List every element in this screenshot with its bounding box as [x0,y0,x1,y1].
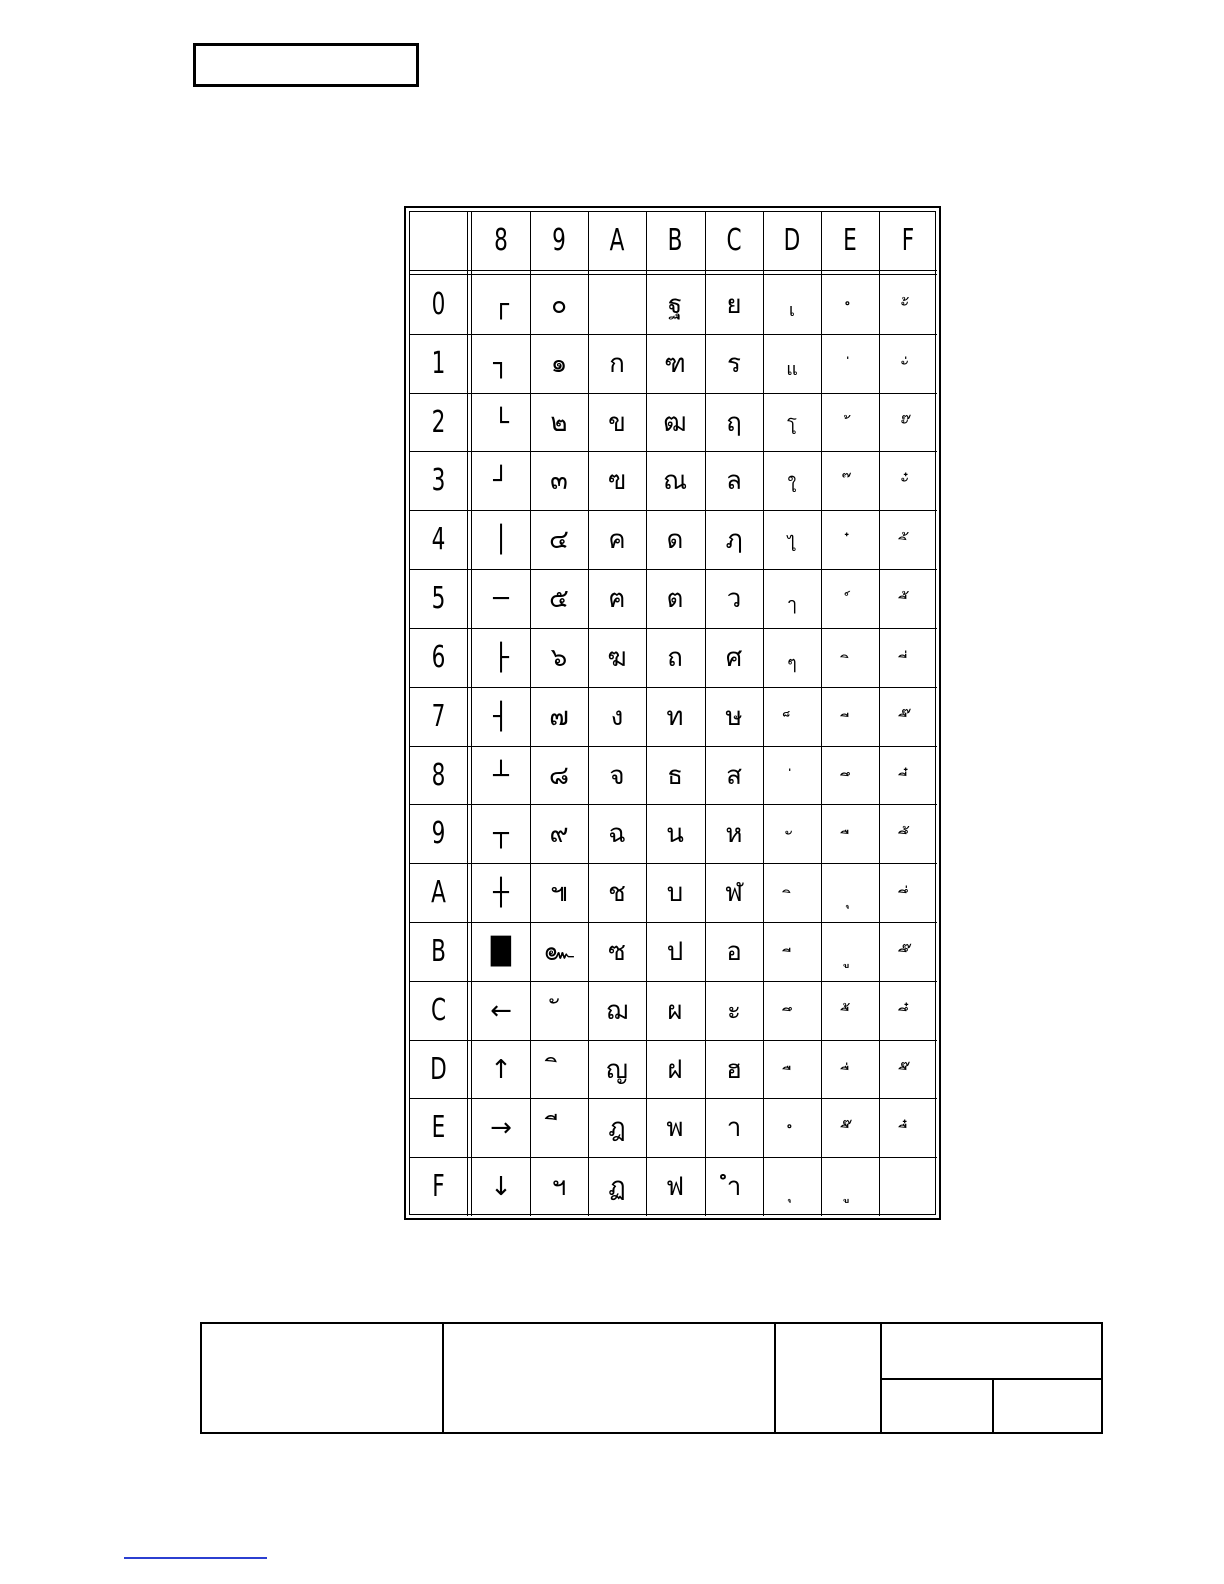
character-cell: ฯ [551,1171,567,1202]
character-cell: ว [726,583,742,614]
character-cell: ๑ [550,348,568,379]
character-cell [879,569,937,628]
character-cell [821,393,879,452]
character-cell: ถ [667,642,683,673]
character-cell [821,1098,879,1157]
character-cell: ง [610,701,624,732]
character-cell: ๆ [787,652,797,674]
character-cell: ล [726,465,742,496]
character-cell: ๔ [549,524,569,555]
character-cell [879,393,937,452]
character-cell [879,981,937,1040]
character-cell [530,1098,588,1157]
character-cell [879,275,937,334]
row-header: F [432,1168,445,1204]
character-cell: ↑ [490,1054,512,1085]
character-cell: ๚ [550,877,568,908]
character-cell [821,628,879,687]
character-cell [763,804,821,863]
row-header: B [431,933,446,969]
character-cell [763,1040,821,1099]
grid-separator [410,270,937,271]
character-cell [821,510,879,569]
row-header: 0 [431,286,446,322]
title-block-divider [774,1324,776,1432]
character-cell: ฌ [605,995,629,1026]
row-header: 1 [431,345,446,381]
character-cell: ๗ [549,701,569,732]
character-cell: ┤ [493,701,509,732]
character-cell: ผ [667,995,683,1026]
character-cell: น [666,818,684,849]
character-cell: ห [725,818,743,849]
character-cell: → [490,1112,512,1143]
character-cell: ← [490,995,512,1026]
character-cell: └ [493,407,509,438]
title-block-divider [442,1324,444,1432]
character-cell: ฅ [608,583,626,614]
character-cell: ฎ [608,1112,626,1143]
character-cell: ┬ [493,818,509,849]
character-cell: ๘ [548,760,570,791]
character-cell [821,922,879,981]
character-cell: ณ [662,465,688,496]
row-header: C [430,992,447,1028]
character-cell: ├ [493,642,509,673]
character-cell: ๕ [549,583,569,614]
character-cell: ำ [726,1171,742,1202]
character-cell: ๛ [543,936,575,967]
character-cell: ฬ [725,877,743,908]
character-cell [879,1157,937,1216]
column-header: 9 [552,223,566,258]
character-cell: ป [666,936,684,967]
character-cell: │ [493,524,509,555]
character-cell: ฐ [667,289,683,320]
character-cell: ฑ [664,348,686,379]
column-header: C [726,223,742,258]
character-cell [763,922,821,981]
character-cell [821,981,879,1040]
grid-separator [467,212,468,1216]
character-cell: ฟ [665,1171,685,1202]
row-header: A [431,874,446,910]
character-cell: ฃ [607,465,627,496]
character-cell [821,1157,879,1216]
character-cell: ใ [787,475,797,497]
character-cell: ฤ [726,407,742,438]
character-cell: ┌ [493,289,509,320]
character-cell [763,746,821,805]
character-cell [763,1157,821,1216]
row-header: 5 [431,580,446,616]
character-cell: ─ [493,583,509,614]
header-label-box [193,43,419,87]
character-cell: ช [608,877,626,908]
character-cell: ๒ [550,407,568,438]
character-cell: ญ [605,1054,629,1085]
character-cell [821,569,879,628]
character-cell: ค [608,524,626,555]
character-cell [879,451,937,510]
character-cell [821,275,879,334]
character-cell [879,687,937,746]
character-cell: เ [788,299,796,321]
row-header: D [430,1051,447,1087]
character-cell: พ [666,1112,684,1143]
title-block-divider [992,1378,994,1432]
character-cell: ษ [725,701,743,732]
column-header: B [667,223,683,258]
character-cell [821,746,879,805]
character-code-grid [409,211,936,1215]
row-header: 6 [431,639,446,675]
character-cell: า [726,1112,742,1143]
character-cell: ๐ [551,289,567,320]
character-cell: โ [787,417,797,439]
character-code-table [404,206,941,1220]
row-header: 8 [431,757,446,793]
character-cell [879,922,937,981]
character-cell [879,1098,937,1157]
character-cell: ฦ [725,524,743,555]
character-cell [879,628,937,687]
character-cell [879,334,937,393]
character-cell: ┼ [493,877,509,908]
character-cell: ย [726,289,742,320]
character-cell: ไ [787,534,797,556]
character-cell [821,804,879,863]
character-cell: ฏ [608,1171,626,1202]
character-cell: ด [666,524,684,555]
page-link-underline[interactable] [124,1557,267,1559]
character-cell: ฝ [667,1054,683,1085]
character-cell: ร [727,348,741,379]
character-cell [821,863,879,922]
title-block-row-divider [880,1378,1101,1380]
character-cell: ฮ [726,1054,742,1085]
character-cell [763,687,821,746]
character-cell [821,1040,879,1099]
character-cell [879,746,937,805]
row-header: 3 [431,462,446,498]
character-cell: ๖ [550,642,568,673]
character-cell: ┐ [493,348,509,379]
character-cell: ↓ [490,1171,512,1202]
character-cell: ส [726,760,742,791]
row-header: E [431,1109,446,1145]
character-cell [879,804,937,863]
character-cell [763,863,821,922]
character-cell: ข [608,407,626,438]
row-header: 7 [431,698,446,734]
character-cell: ฒ [663,407,687,438]
character-cell: ┘ [493,465,509,496]
character-cell [879,1040,937,1099]
column-header: A [609,223,625,258]
character-cell: ฆ [607,642,627,673]
character-cell: ท [666,701,684,732]
column-header: 8 [494,223,508,258]
character-cell [879,863,937,922]
character-cell [879,510,937,569]
character-cell: ๙ [549,818,569,849]
character-cell [530,981,588,1040]
character-cell: ก [609,348,625,379]
character-cell: บ [666,877,684,908]
character-cell [821,451,879,510]
character-cell: ศ [725,642,743,673]
character-cell: ต [666,583,684,614]
character-cell: จ [609,760,625,791]
character-cell: █ [491,936,511,967]
character-cell: ๓ [550,465,568,496]
character-cell: อ [726,936,742,967]
character-cell [821,334,879,393]
row-header: 9 [431,815,446,851]
character-cell: แ [786,358,798,380]
character-cell [821,687,879,746]
character-cell [763,1098,821,1157]
character-cell [588,275,646,334]
character-cell: ┴ [493,760,509,791]
column-header: E [843,223,857,258]
character-cell [530,1040,588,1099]
title-block [200,1322,1103,1434]
character-cell: ธ [667,760,683,791]
row-header: 2 [431,404,446,440]
character-cell: ซ [608,936,626,967]
character-cell [763,981,821,1040]
column-header: F [901,223,915,258]
character-cell: ๅ [787,593,797,615]
character-cell: ฉ [608,818,626,849]
column-header: D [783,223,801,258]
row-header: 4 [431,521,446,557]
character-cell: ะ [727,995,741,1026]
